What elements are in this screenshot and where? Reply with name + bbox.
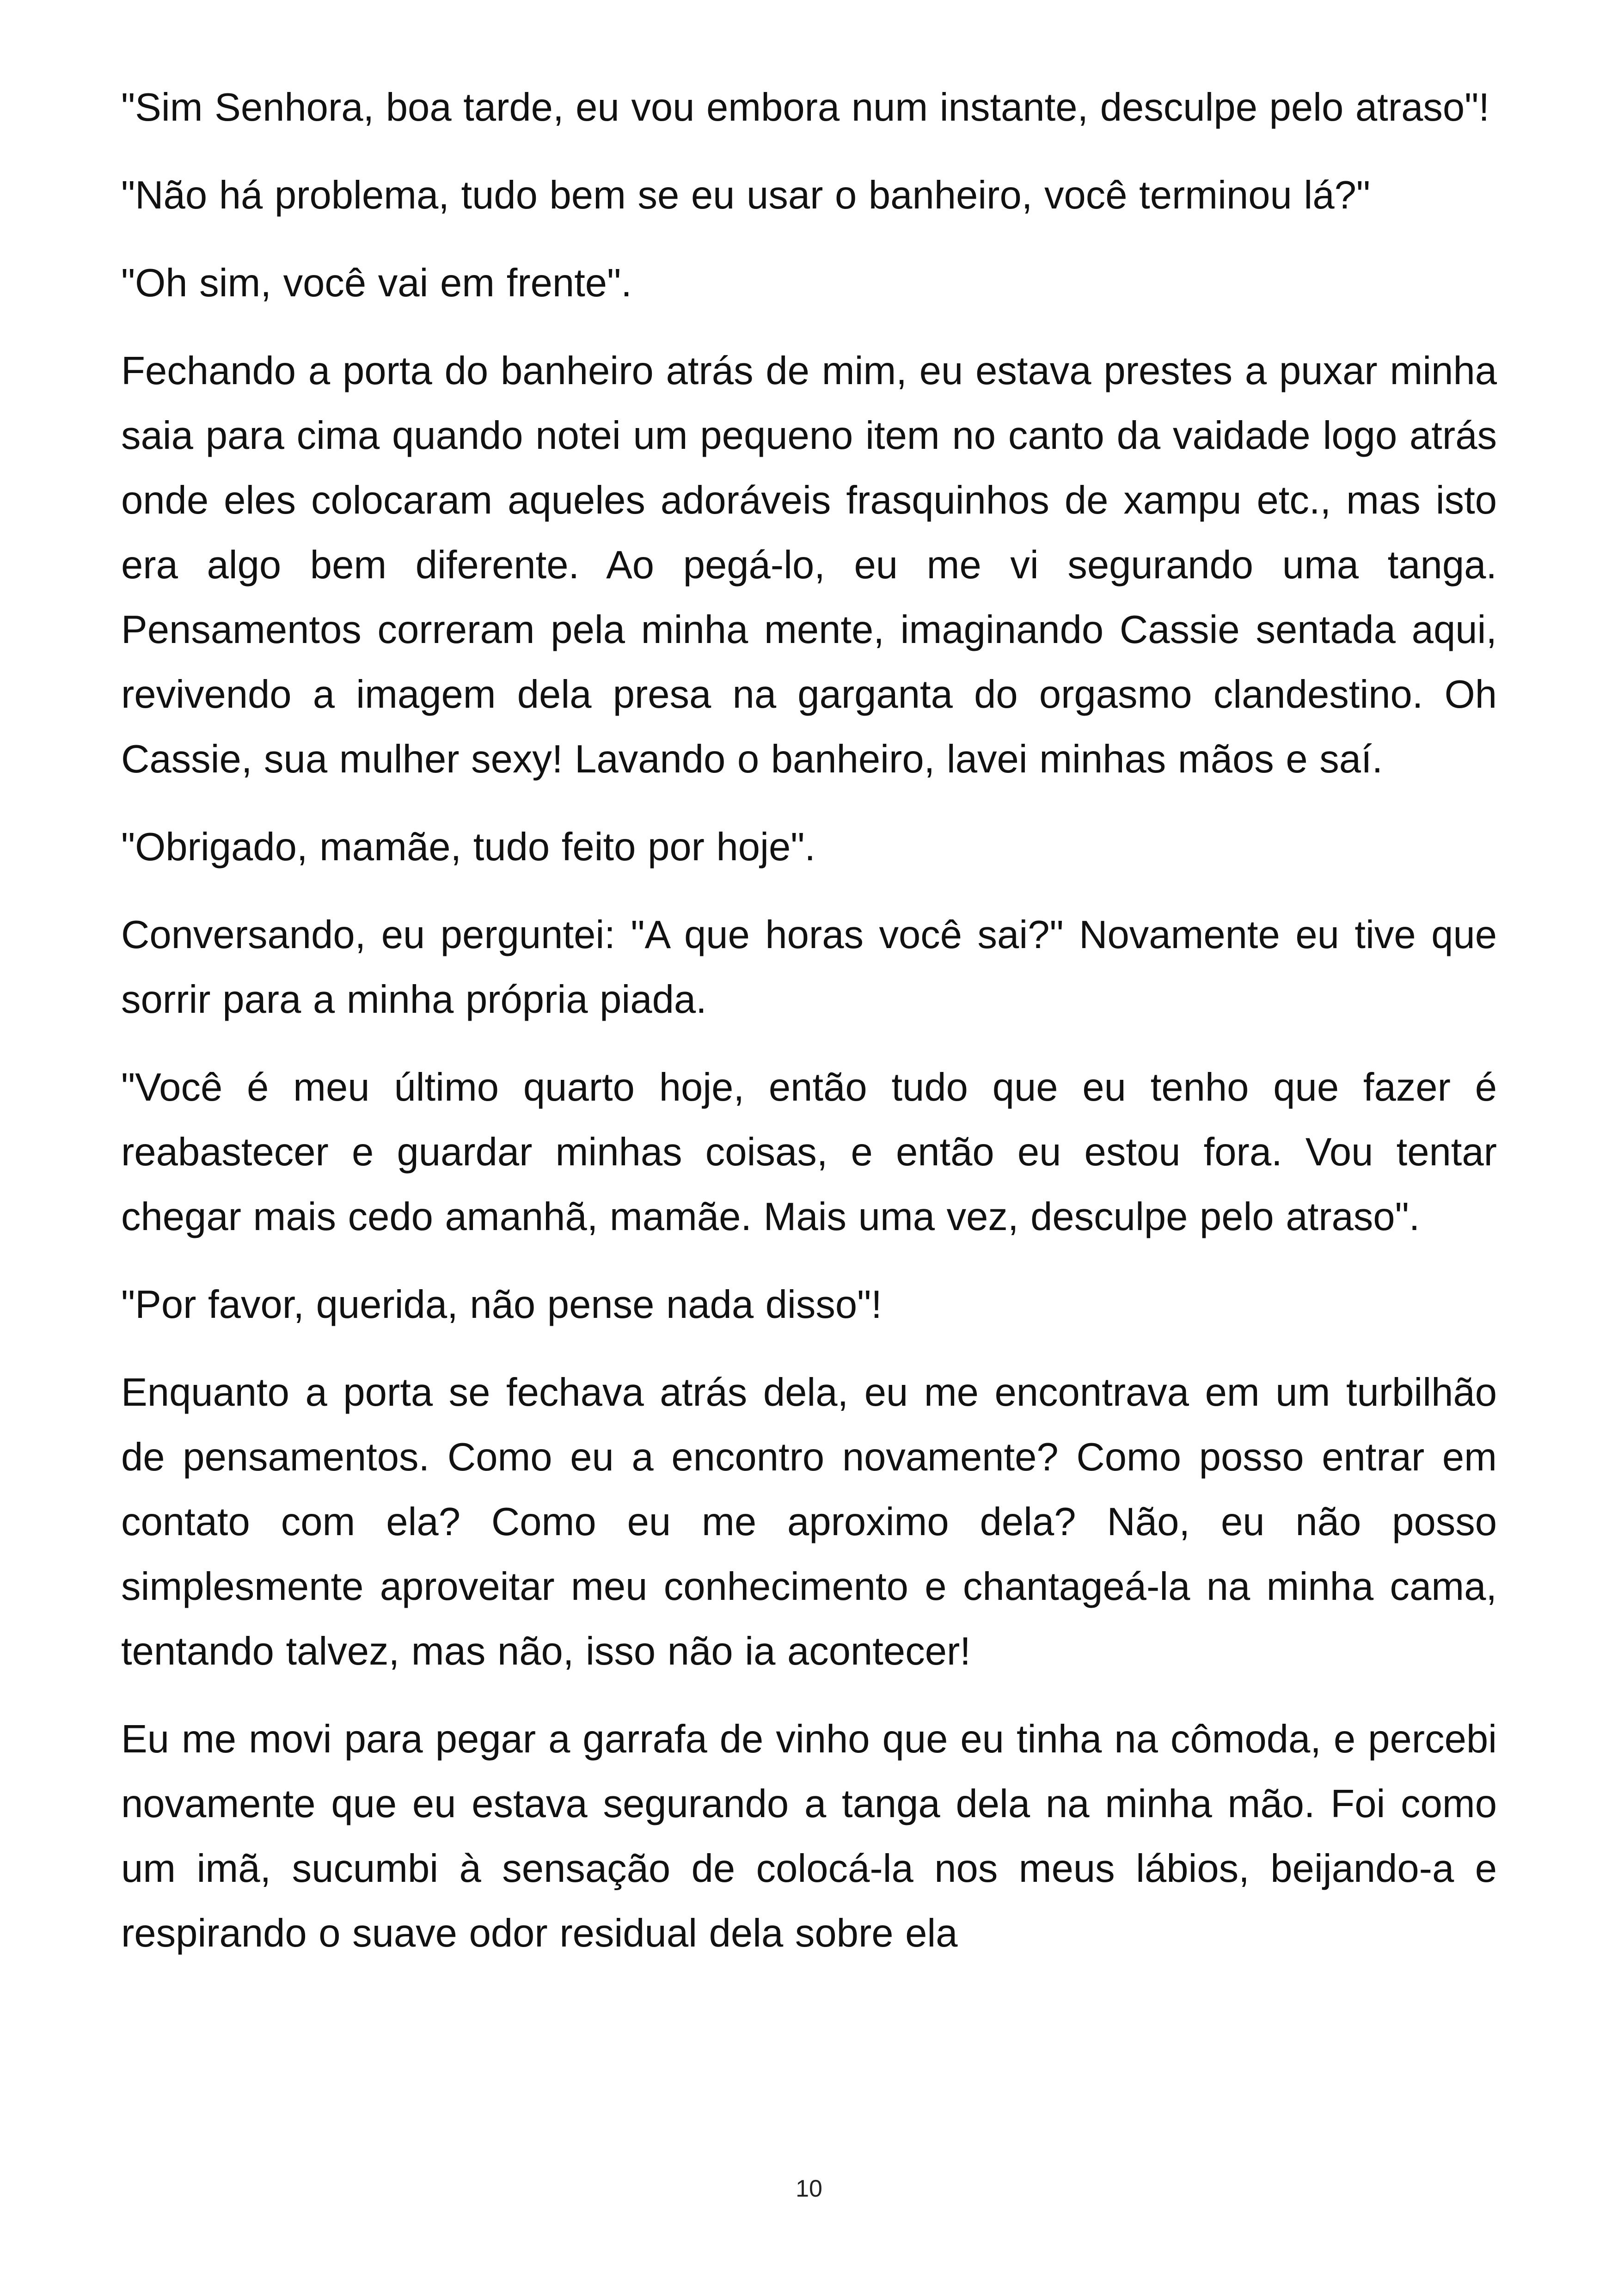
body-text <box>121 75 1497 1966</box>
paragraph-3: "Oh sim, você vai em frente". <box>121 261 632 305</box>
paragraph-1: "Sim Senhora, boa tarde, eu vou embora num instante, desculpe pelo atraso"! <box>121 86 1489 129</box>
paragraph-8: "Por favor, querida, não pense nada disso"! <box>121 1283 882 1327</box>
paragraph-9: Enquanto a porta se fechava atrás dela, eu me encontrava em um turbilhão de pensamentos. Como eu a encontro novamente? Como posso entrar em contato com ela? Como eu me aproximo dela? Não, eu não posso simplesmente aproveitar meu conhecimento e chantageá-la na minha cama, tentando talvez, mas não, isso não ia acontecer! <box>121 1371 1497 1673</box>
paragraph-10: Eu me movi para pegar a garrafa de vinho que eu tinha na cômoda, e percebi novamente que eu estava segurando a tanga dela na minha mão. Foi como um imã, sucumbi à sensação de colocá-la nos meus lábios, beijando-a e respirando o suave odor residual dela sobre ela <box>121 1717 1497 1955</box>
paragraph-5: "Obrigado, mamãe, tudo feito por hoje". <box>121 825 816 869</box>
paragraph-6: Conversando, eu perguntei: "A que horas você sai?" Novamente eu tive que sorrir para a minha própria piada. <box>121 913 1497 1022</box>
paragraph-4: Fechando a porta do banheiro atrás de mim, eu estava prestes a puxar minha saia para cima quando notei um pequeno item no canto da vaidade logo atrás onde eles colocaram aqueles adoráveis frasquinhos de xampu etc., mas isto era algo bem diferente. Ao pegá-lo, eu me vi segurando uma tanga. Pensamentos correram pela minha mente, imaginando Cassie sentada aqui, revivendo a imagem dela presa na garganta do orgasmo clandestino. Oh Cassie, sua mulher sexy! Lavando o banheiro, lavei minhas mãos e saí. <box>121 349 1497 781</box>
paragraph-2: "Não há problema, tudo bem se eu usar o banheiro, você terminou lá?" <box>121 173 1371 217</box>
paragraph-7: "Você é meu último quarto hoje, então tudo que eu tenho que fazer é reabastecer e guardar minhas coisas, e então eu estou fora. Vou tentar chegar mais cedo amanhã, mamãe. Mais uma vez, desculpe pelo atraso". <box>121 1065 1497 1239</box>
page-number: 10 <box>796 2175 822 2202</box>
